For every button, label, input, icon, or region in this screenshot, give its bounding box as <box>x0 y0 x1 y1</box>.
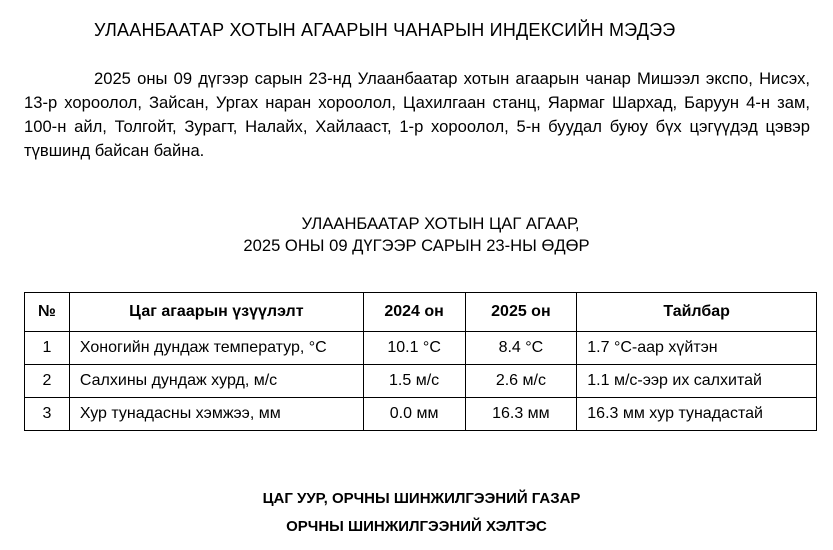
header-2024: 2024 он <box>363 293 465 332</box>
row-value-2024: 10.1 °С <box>363 332 465 365</box>
row-number: 2 <box>25 365 70 398</box>
table-header-row <box>25 293 817 332</box>
header-2025: 2025 он <box>465 293 577 332</box>
row-number: 1 <box>25 332 70 365</box>
row-indicator: Хоногийн дундаж температур, °С <box>69 332 363 365</box>
row-value-2025: 16.3 мм <box>465 398 577 431</box>
header-number: № <box>25 293 70 332</box>
row-note: 1.1 м/с-ээр их салхитай <box>577 365 817 398</box>
weather-title-line-1: УЛААНБААТАР ХОТЫН ЦАГ АГААР, <box>301 214 580 233</box>
table-row <box>25 332 817 365</box>
table-row <box>25 398 817 431</box>
row-indicator: Салхины дундаж хурд, м/с <box>69 365 363 398</box>
weather-section-title <box>0 213 833 257</box>
air-quality-paragraph: 2025 оны 09 дүгээр сарын 23-нд Улаанбаатар хотын агаарын чанар Мишээл экспо, Нисэх, 13-р хороолол, Зайсан, Ургах наран хороолол, Цахилгаан станц, Яармаг Шархад, Баруун 4-н зам, 100-н айл, Толгойт, Зурагт, Налайх, Хайлааст, 1-р хороолол, 5-н буудал буюу бүх цэгүүдэд цэвэр түвшинд байсан байна. <box>24 69 810 160</box>
weather-title-line-2: 2025 ОНЫ 09 ДҮГЭЭР САРЫН 23-НЫ ӨДӨР <box>243 236 590 255</box>
footer-agency: ЦАГ УУР, ОРЧНЫ ШИНЖИЛГЭЭНИЙ ГАЗАР <box>262 490 581 507</box>
row-number: 3 <box>25 398 70 431</box>
row-indicator: Хур тунадасны хэмжээ, мм <box>69 398 363 431</box>
header-note: Тайлбар <box>577 293 817 332</box>
header-indicator: Цаг агаарын үзүүлэлт <box>69 293 363 332</box>
row-value-2025: 2.6 м/с <box>465 365 577 398</box>
row-value-2025: 8.4 °С <box>465 332 577 365</box>
row-value-2024: 1.5 м/с <box>363 365 465 398</box>
document-title: УЛААНБААТАР ХОТЫН АГААРЫН ЧАНАРЫН ИНДЕКСИЙН МЭДЭЭ <box>94 20 676 40</box>
row-note: 16.3 мм хур тунадастай <box>577 398 817 431</box>
table-row <box>25 365 817 398</box>
row-value-2024: 0.0 мм <box>363 398 465 431</box>
row-note: 1.7 °С-аар хүйтэн <box>577 332 817 365</box>
footer-department: ОРЧНЫ ШИНЖИЛГЭЭНИЙ ХЭЛТЭС <box>286 518 547 535</box>
weather-table <box>24 292 817 431</box>
